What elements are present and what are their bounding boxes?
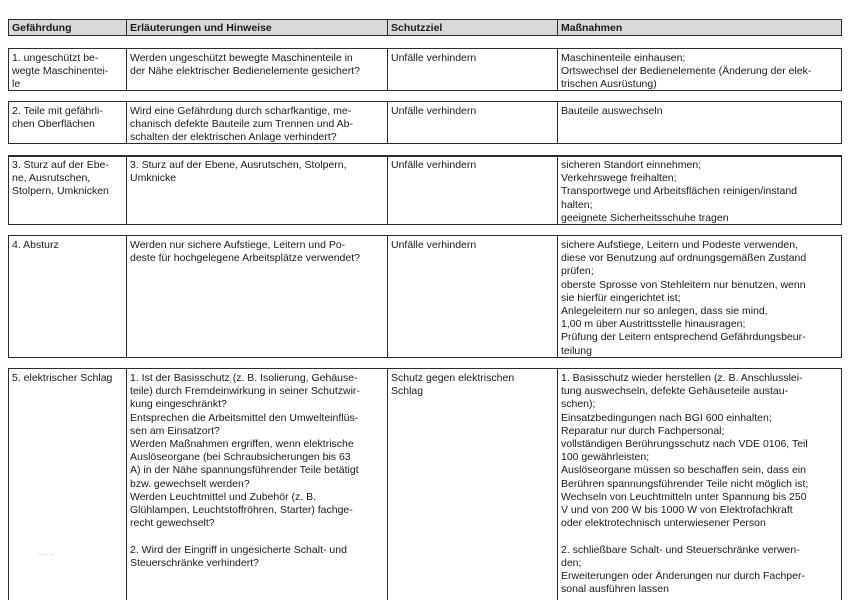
row5-gefaehrdung: 5. elektrischer Schlag: [12, 372, 113, 384]
row3-massnahmen: sicheren Standort einnehmen; Verkehrswege freihalten; Transportwege und Arbeitsflächen reinigen/instand halten; geeignete Sicherheitsschuhe tragen: [561, 159, 798, 224]
row1-schutzziel: Unfälle verhindern: [391, 52, 477, 64]
table-border: [8, 90, 842, 91]
row3-gefaehrdung: 3. Sturz auf der Ebe- ne, Ausrutschen, Stolpern, Umknicken: [12, 159, 109, 198]
row2-schutzziel: Unfälle verhindern: [391, 105, 477, 117]
table-border: [8, 19, 842, 20]
table-border: [8, 368, 842, 369]
row1-massnahmen: Maschinenteile einhausen; Ortswechsel der Bedienelemente (Änderung der elek- trischen Ausrüstung): [561, 52, 812, 90]
row3-erlaeuterung: 3. Sturz auf der Ebene, Ausrutschen, Stolpern, Umknicke: [130, 159, 347, 185]
header-massnahmen: Maßnahmen: [557, 20, 842, 35]
table-border: [8, 155, 842, 157]
table-border: [8, 35, 842, 36]
row2-gefaehrdung: 2. Teile mit gefährli- chen Oberflächen: [12, 105, 103, 131]
row2-erlaeuterung: Wird eine Gefährdung durch scharfkantige, me- chanisch defekte Bauteile zum Trennen und Ab- schalten der elektrischen Anlage verhindert?: [130, 105, 353, 143]
row4-massnahmen: sichere Aufstiege, Leitern und Podeste verwenden, diese vor Benutzung auf ordnungsgemäßen Zustand prüfen; oberste Sprosse von Stehleitern nur benutzen, wenn sie hierfür eingerichtet ist; Anlegeleitern nur so anlegen, dass sie mind. 1,00 m über Austrittsstelle hinausragen; Prüfung der Leitern entsprechend Gefährdungsbeur- teilung: [561, 239, 807, 357]
row1-gefaehrdung: 1. ungeschützt be- wegte Maschinentei- le: [12, 52, 109, 90]
table-border: [8, 357, 842, 358]
table-border: [8, 224, 842, 225]
row5-erlaeuterung: 1. Ist der Basisschutz (z. B. Isolierung, Gehäuse- teile) durch Fremdeinwirkung in seiner Schutzwir- kung eingeschränkt? Entsprechen die Arbeitsmittel den Umwelteinflüs- sen am Einsatzort? Werden Maßnahmen ergriffen, wenn elektrische Auslöseorgane (bei Schraubsicherungen bis 63 A) in der Nähe spannungsführender Teile betätigt bzw. gewechselt werden? Werden Leuchtmittel und Zubehör (z. B. Glühlampen, Leuchtstoffröhren, Starter) fachge- recht gewechselt? 2. Wird der Eingriff in ungesicherte Schalt- und Steuerschränke verhindert?: [130, 372, 360, 569]
row1-erlaeuterung: Werden ungeschützt bewegte Maschinenteile in der Nähe elektrischer Bedienelemente gesichert?: [130, 52, 360, 78]
row4-gefaehrdung: 4. Absturz: [12, 239, 59, 251]
row5-massnahmen: 1. Basisschutz wieder herstellen (z. B. Anschlusslei- tung auswechseln, defekte Gehäuseteile austau- schen); Einsatzbedingungen nach BGI 600 einhalten; Reparatur nur durch Fachpersonal; vollständigen Berührungsschutz nach VDE 0106, Teil 100 gewährleisten; Auslöseorgane müssen so beschaffen sein, dass ein Berühren spannungsführender Teile nicht möglich ist; Wechseln von Leuchtmitteln unter Spannung bis 250 V und von 200 W bis 1000 W von Elektrofachkraft oder elektrotechnisch unterwiesener Person 2. schließbare Schalt- und Steuerschränke verwen- den; Erweiterungen oder Änderungen nur durch Fachper- sonal ausführen lassen: [561, 372, 809, 596]
table-border: [8, 143, 842, 144]
row4-schutzziel: Unfälle verhindern: [391, 239, 477, 251]
table-border: [8, 48, 842, 49]
row4-erlaeuterung: Werden nur sichere Aufstiege, Leitern und Po- deste für hochgelegene Arbeitsplätze verwendet?: [130, 239, 360, 265]
row2-massnahmen: Bauteile auswechseln: [561, 105, 663, 117]
faint-watermark: ~ ~ ~: [38, 552, 55, 559]
header-gefaehrdung: Gefährdung: [8, 20, 126, 35]
table-border: [8, 235, 842, 236]
row5-schutzziel: Schutz gegen elektrischen Schlag: [391, 372, 515, 398]
row3-schutzziel: Unfälle verhindern: [391, 159, 477, 171]
table-border: [8, 101, 842, 102]
header-erlaeuterungen: Erläuterungen und Hinweise: [126, 20, 387, 35]
header-schutzziel: Schutzziel: [387, 20, 557, 35]
